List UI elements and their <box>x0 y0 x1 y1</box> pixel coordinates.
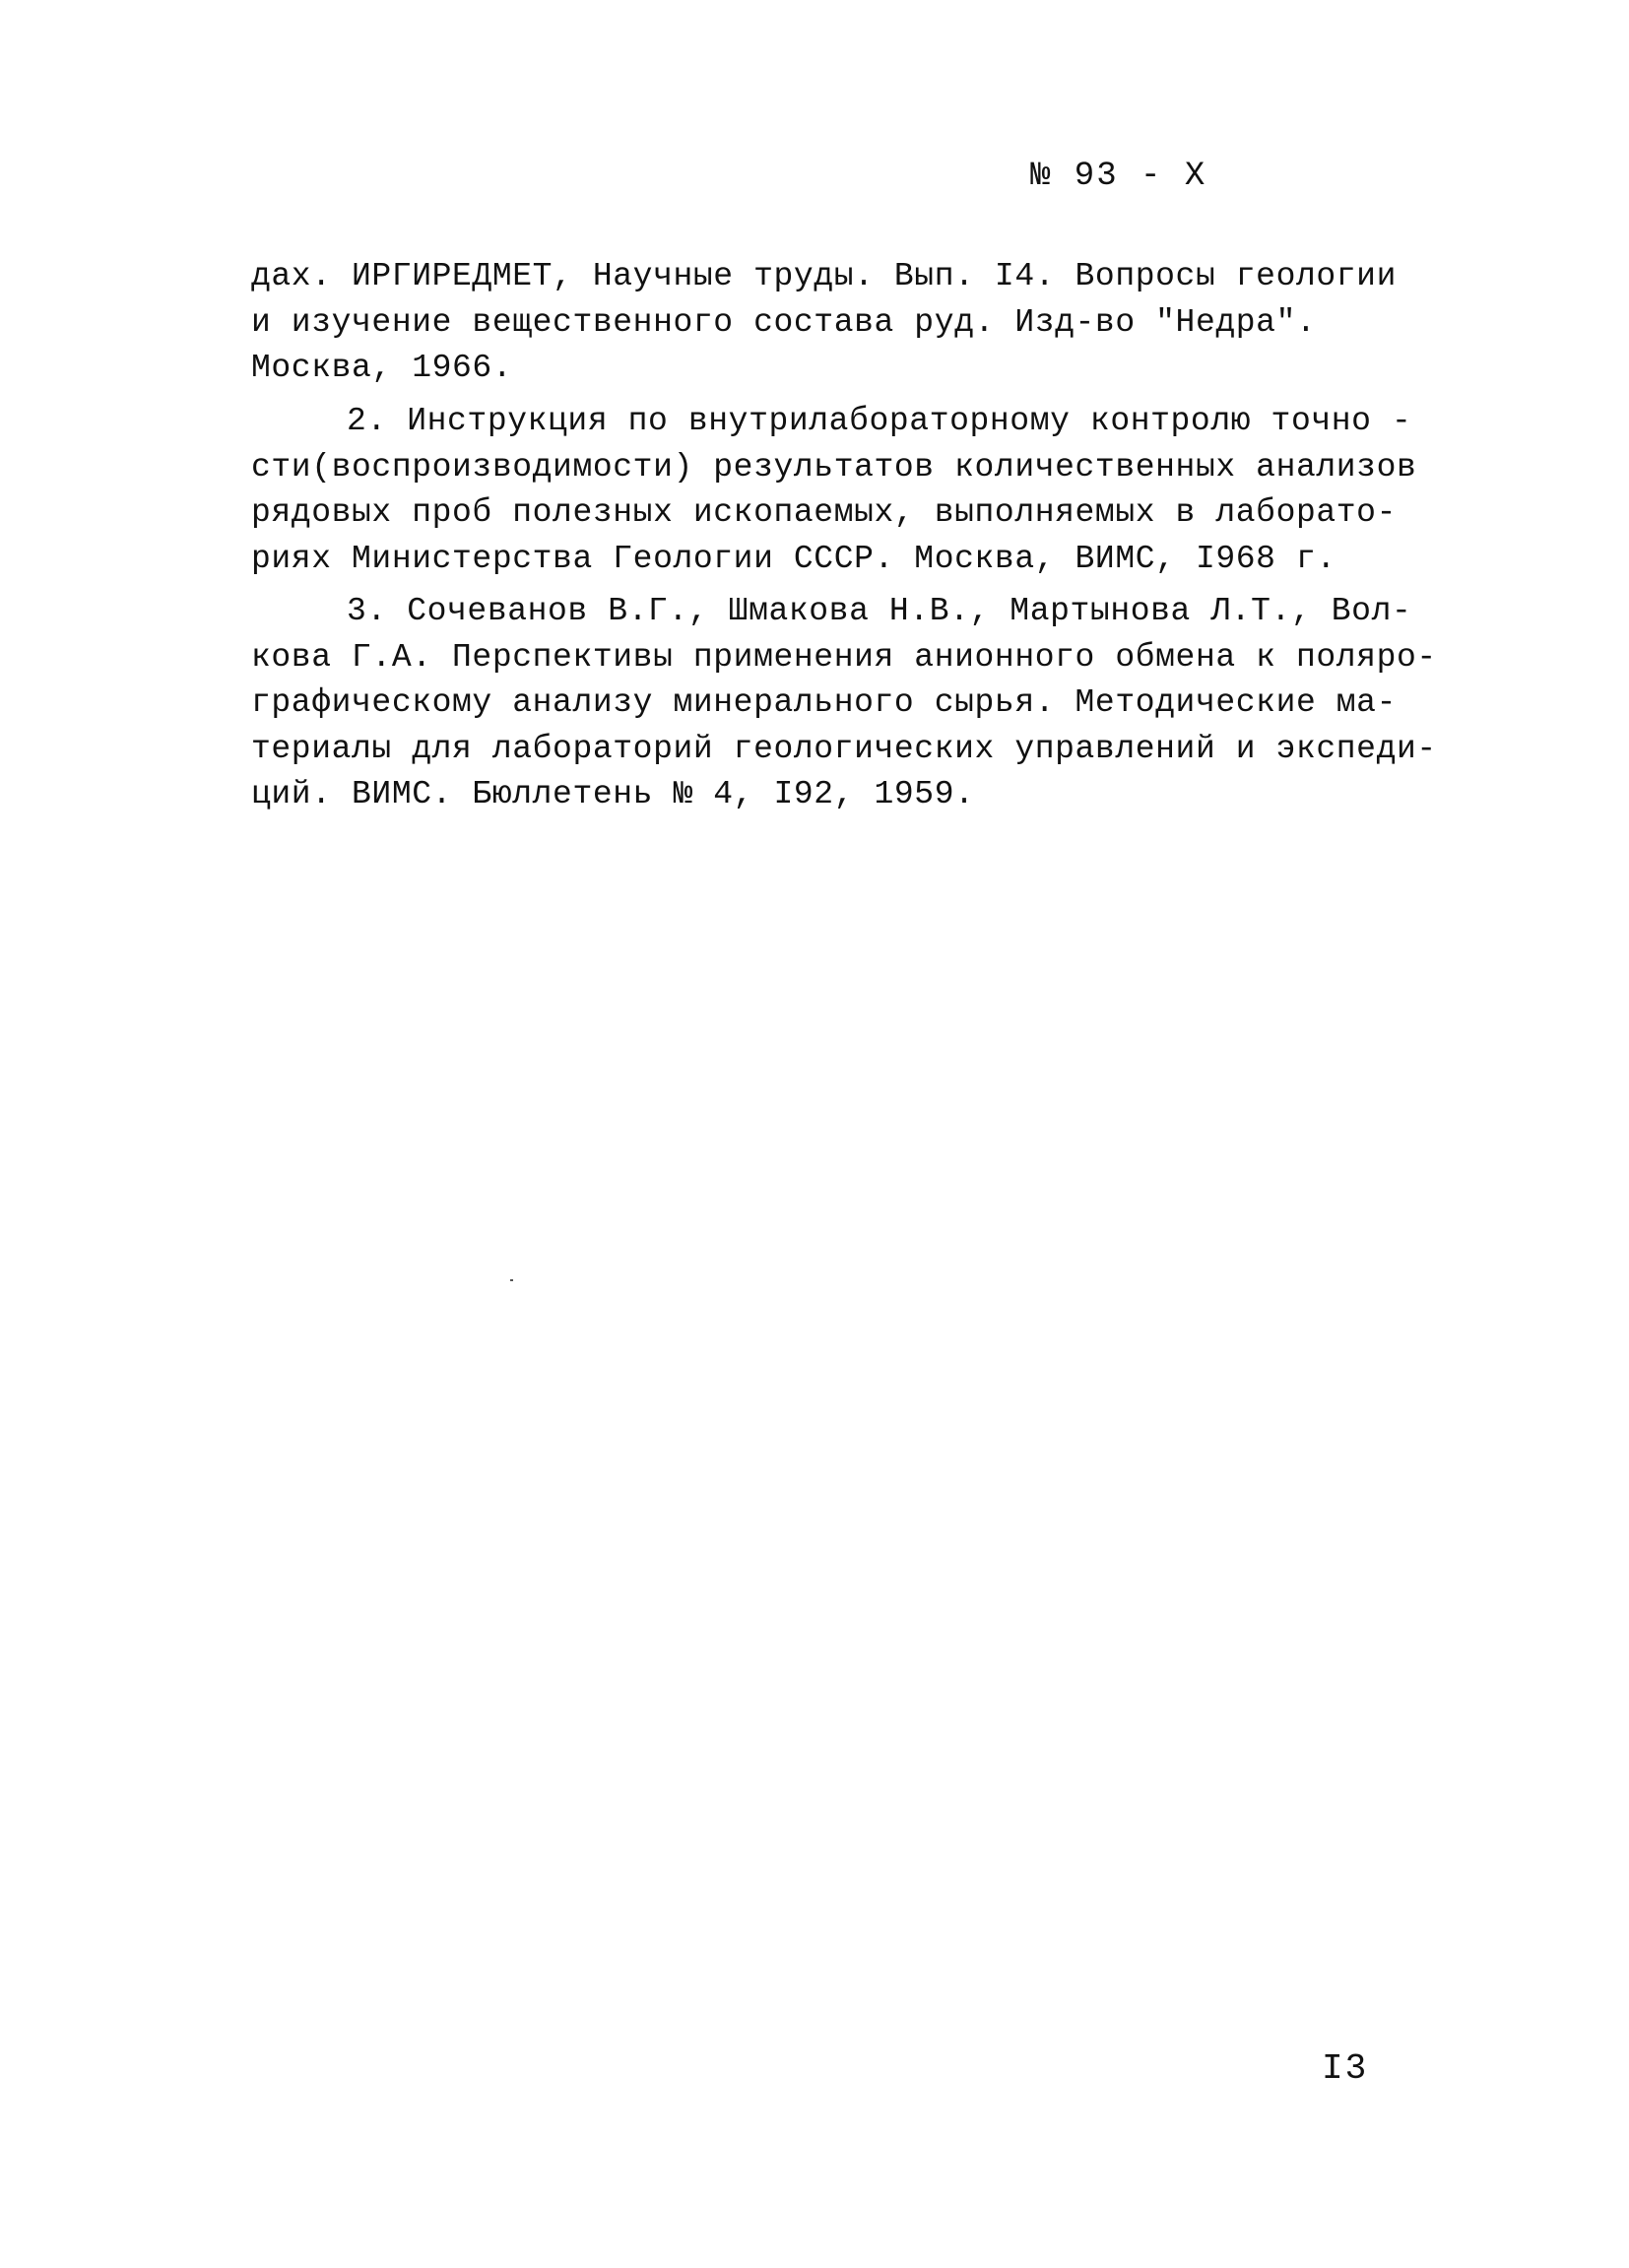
reference-line: рядовых проб полезных ископаемых, выполняемых в лаборато- <box>251 494 1397 531</box>
reference-line: дах. ИРГИРЕДМЕТ, Научные труды. Вып. I4. Вопросы геологии <box>251 258 1397 294</box>
page-number: I3 <box>1322 2048 1369 2089</box>
reference-line: графическому анализу минерального сырья. Методические ма- <box>251 684 1397 721</box>
reference-2 <box>251 399 1417 582</box>
reference-line: кова Г.А. Перспективы применения анионного обмена к поляро- <box>251 638 1437 676</box>
reference-line: 3. Сочеванов В.Г., Шмакова Н.В., Мартынова Л.Т., Вол- <box>347 593 1412 629</box>
reference-1-continued <box>251 254 1397 392</box>
reference-line: териалы для лабораторий геологических управлений и экспеди- <box>251 730 1437 767</box>
reference-line: 2. Инструкция по внутрилабораторному контролю точно - <box>347 403 1412 439</box>
reference-line: сти(воспроизводимости) результатов количественных анализов <box>251 448 1417 486</box>
reference-3 <box>251 589 1437 818</box>
reference-line: риях Министерства Геологии СССР. Москва, ВИМС, I968 г. <box>251 540 1336 577</box>
reference-line: ций. ВИМС. Бюллетень № 4, I92, 1959. <box>251 776 975 812</box>
reference-line: и изучение вещественного состава руд. Изд-во "Недра". <box>251 303 1317 341</box>
document-number: № 93 - Х <box>1030 158 1207 195</box>
stray-mark <box>510 1279 513 1281</box>
reference-line: Москва, 1966. <box>251 350 513 386</box>
